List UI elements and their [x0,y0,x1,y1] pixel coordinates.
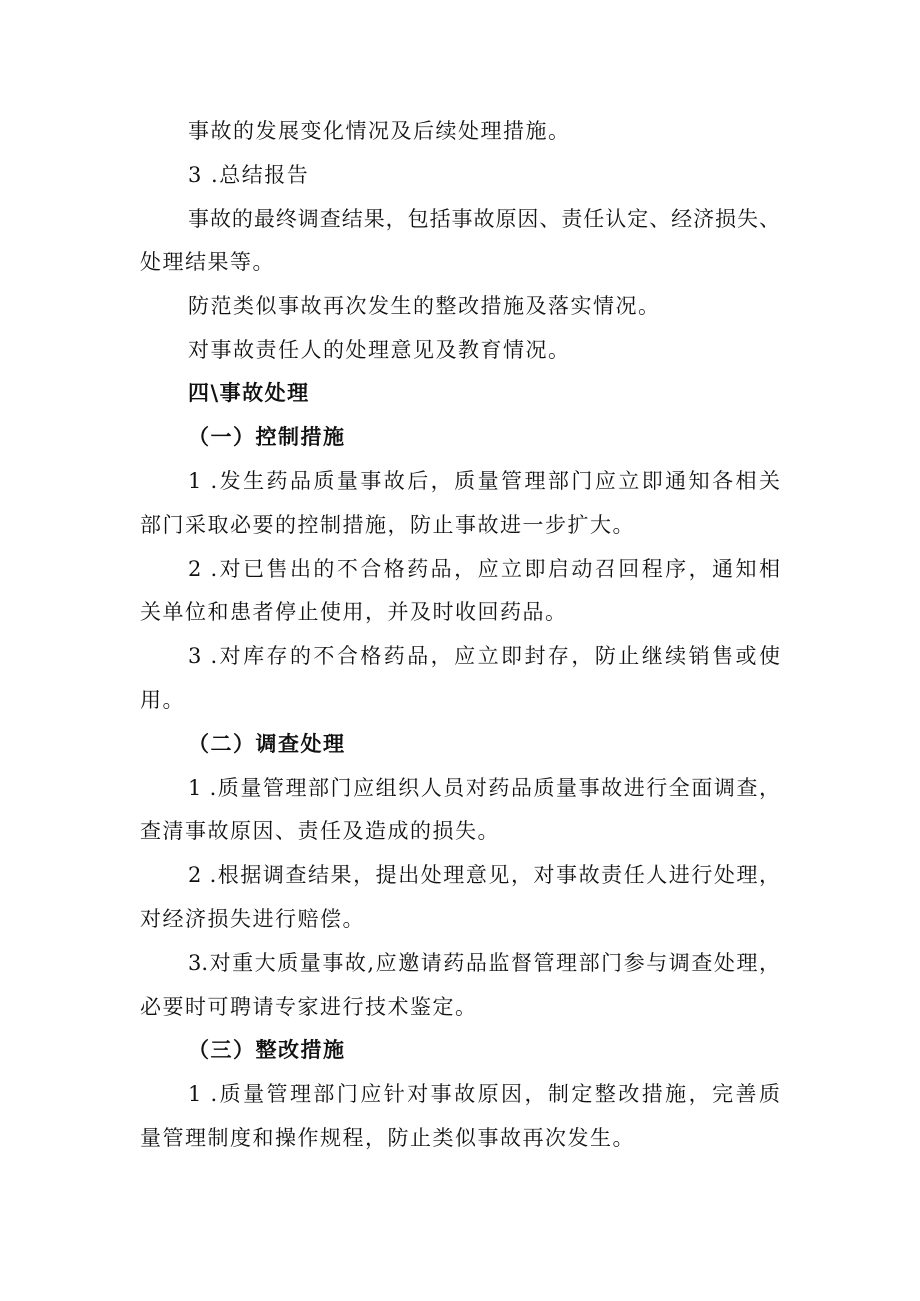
paragraph-line: 关单位和患者停止使用，并及时收回药品。 [140,600,568,624]
paragraph-line: 查清事故原因、责任及造成的损失。 [140,819,500,843]
paragraph-line: 1 .发生药品质量事故后，质量管理部门应立即通知各相关 [188,469,780,493]
paragraph-line: 对事故责任人的处理意见及教育情况。 [188,338,571,362]
paragraph-line: 必要时可聘请专家进行技术鉴定。 [140,995,478,1019]
section-heading: 四\事故处理 [188,380,310,405]
subsection-heading: （二）调查处理 [188,731,346,756]
paragraph-line: 2 .对已售出的不合格药品，应立即启动召回程序，通知相 [188,557,780,581]
paragraph-line: 部门采取必要的控制措施，防止事故进一步扩大。 [140,513,635,537]
paragraph-line: 用。 [140,688,185,712]
paragraph-line: 量管理制度和操作规程，防止类似事故再次发生。 [140,1126,635,1150]
paragraph-line: 1 .质量管理部门应针对事故原因，制定整改措施，完善质 [188,1082,780,1106]
paragraph-line: 3.对重大质量事故,应邀请药品监督管理部门参与调查处理， [188,951,780,975]
paragraph-line: 事故的最终调查结果，包括事故原因、责任认定、经济损失、 [188,207,780,231]
paragraph-line: 对经济损失进行赔偿。 [140,907,365,931]
paragraph-line: 处理结果等。 [140,250,275,274]
paragraph-line: 事故的发展变化情况及后续处理措施。 [188,119,571,143]
subsection-heading: （三）整改措施 [188,1037,346,1062]
subsection-heading: （一）控制措施 [188,424,346,449]
paragraph-line: 3 .对库存的不合格药品，应立即封存，防止继续销售或使 [188,644,780,668]
paragraph-line: 2 .根据调查结果，提出处理意见，对事故责任人进行处理， [188,863,780,887]
section-number-line: 3 .总结报告 [188,163,310,187]
paragraph-line: 1 .质量管理部门应组织人员对药品质量事故进行全面调查， [188,776,780,800]
paragraph-line: 防范类似事故再次发生的整改措施及落实情况。 [188,294,661,318]
